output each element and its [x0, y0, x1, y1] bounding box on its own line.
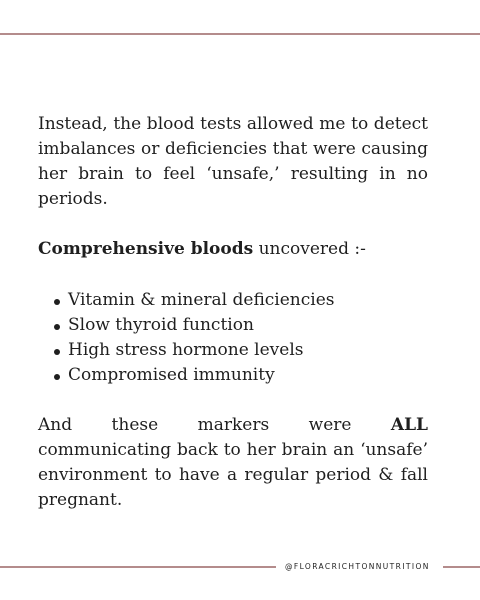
bullet-dot-icon: [54, 324, 60, 330]
findings-heading: [38, 237, 428, 262]
post-body: [38, 112, 428, 513]
findings-list: [38, 288, 428, 388]
footer: [0, 561, 480, 573]
conclusion-paragraph: [38, 413, 428, 513]
findings-heading-bold: Comprehensive bloods: [38, 239, 254, 259]
intro-paragraph: Instead, the blood tests allowed me to detect imbalances or deficiencies that were causing her brain to feel ‘unsafe,’ resulting in no periods.: [38, 114, 428, 209]
list-item: [38, 363, 428, 388]
list-item-text: Vitamin & mineral deficiencies: [68, 290, 335, 310]
list-item-text: Compromised immunity: [68, 365, 275, 385]
conclusion-text-end: communicating back to her brain an ‘unsafe’ environment to have a regular period & fall pregnant.: [38, 440, 428, 510]
list-item-text: Slow thyroid function: [68, 315, 254, 335]
top-divider: [0, 33, 480, 35]
footer-divider-right: [443, 566, 480, 568]
conclusion-emphasis: ALL: [390, 415, 428, 435]
conclusion-text-start: And these markers were: [38, 415, 391, 435]
list-item: [38, 313, 428, 338]
list-item: [38, 288, 428, 313]
bullet-dot-icon: [54, 374, 60, 380]
bullet-dot-icon: [54, 349, 60, 355]
list-item: [38, 338, 428, 363]
bullet-dot-icon: [54, 299, 60, 305]
findings-heading-rest: uncovered :-: [253, 239, 366, 259]
footer-divider-left: [0, 566, 276, 568]
list-item-text: High stress hormone levels: [68, 340, 304, 360]
social-handle[interactable]: @FLORACRICHTONNUTRITION: [285, 562, 430, 571]
